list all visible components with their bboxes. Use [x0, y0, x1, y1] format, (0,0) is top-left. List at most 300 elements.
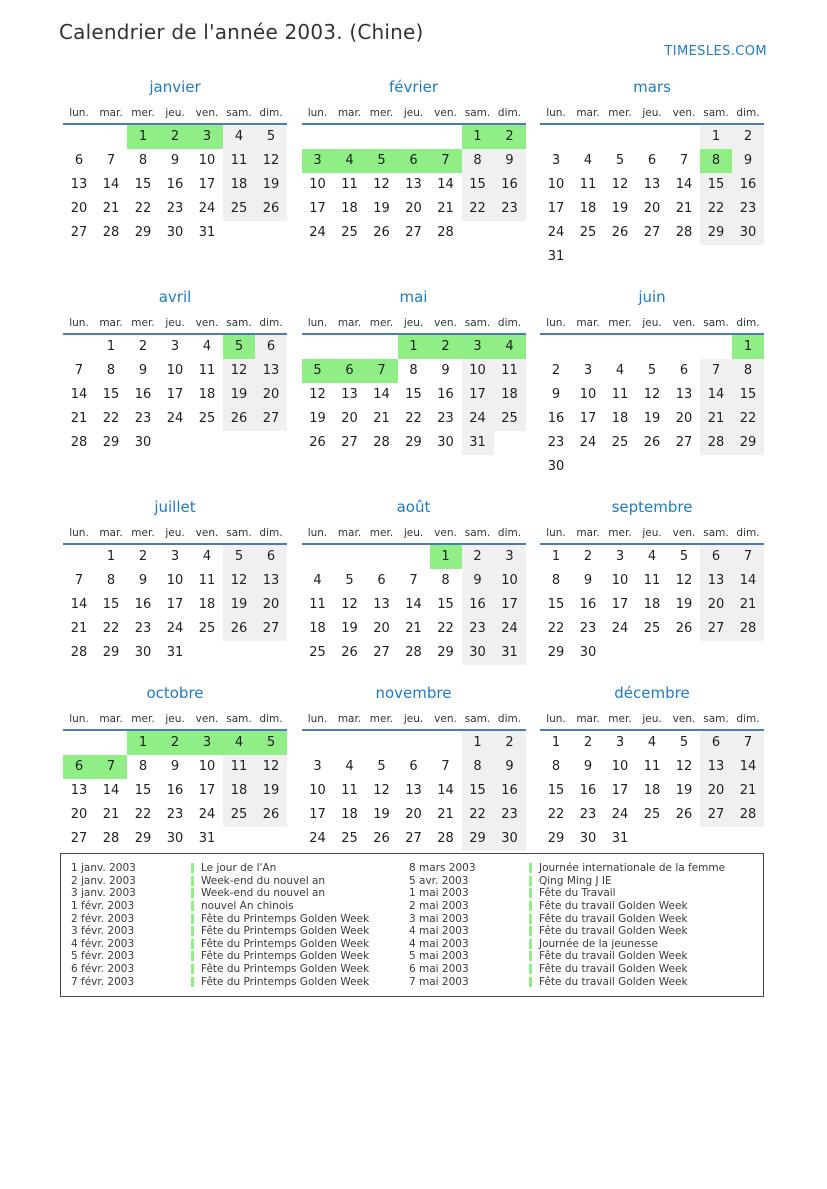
day-cell: 8: [551, 759, 561, 774]
empty-cell: [63, 545, 95, 569]
month-mai: [301, 287, 527, 455]
day-cell: 2: [494, 731, 526, 755]
day-cell: 31: [198, 225, 216, 240]
holiday-marker-icon: [529, 863, 532, 873]
day-cell: 17: [166, 387, 184, 402]
month-octobre: [62, 683, 288, 851]
day-cell: 26: [223, 407, 255, 431]
day-cell: 29: [547, 831, 565, 846]
day-cell: 24: [462, 407, 494, 431]
weekday-label: jeu.: [642, 107, 662, 119]
month-title: octobre: [146, 684, 204, 702]
day-cell: 29: [102, 645, 120, 660]
empty-cell: [63, 731, 95, 755]
weekday-label: mar.: [576, 317, 600, 329]
day-cell: 28: [732, 803, 764, 827]
month-title: janvier: [149, 78, 201, 96]
legend-entry: [409, 887, 747, 900]
day-cell: 9: [170, 153, 180, 168]
site-link[interactable]: TIMESLES.COM: [664, 44, 767, 59]
day-cell: 7: [106, 153, 116, 168]
day-cell: 26: [255, 197, 287, 221]
day-cell: 14: [437, 177, 454, 192]
month-title: juillet: [154, 498, 196, 516]
day-cell: 12: [255, 755, 287, 779]
day-cell: 28: [102, 225, 120, 240]
day-cell: 24: [579, 435, 597, 450]
month-title: août: [396, 498, 431, 516]
day-cell: 14: [373, 387, 390, 402]
weekday-label: jeu.: [403, 713, 424, 725]
day-cell: 3: [302, 149, 334, 173]
legend-entry: [409, 950, 747, 963]
day-cell: 12: [373, 177, 390, 192]
day-cell: 19: [643, 411, 661, 426]
weekday-label: jeu.: [403, 107, 424, 119]
month-juin: [539, 287, 765, 479]
day-cell: 8: [138, 153, 148, 168]
day-cell: 13: [373, 597, 390, 612]
day-cell: 18: [611, 411, 629, 426]
month-grid: [540, 313, 765, 479]
day-cell: 5: [223, 545, 255, 569]
day-cell: 30: [579, 645, 597, 660]
day-cell: 21: [102, 201, 120, 216]
day-cell: 19: [223, 383, 255, 407]
weekday-label: ven.: [672, 107, 696, 119]
weekday-label: sam.: [226, 317, 252, 329]
legend-entry: [409, 875, 747, 888]
empty-cell: [366, 731, 398, 755]
legend-date: 3 janv. 2003: [71, 887, 136, 900]
day-cell: 22: [700, 197, 732, 221]
day-cell: 20: [700, 593, 732, 617]
day-cell: 2: [732, 125, 764, 149]
day-cell: 3: [313, 759, 322, 774]
weekday-label: jeu.: [403, 527, 424, 539]
day-cell: 24: [166, 411, 184, 426]
day-cell: 30: [494, 827, 526, 851]
weekday-label: ven.: [434, 713, 457, 725]
day-cell: 13: [405, 177, 422, 192]
weekday-label: mar.: [576, 527, 600, 539]
weekday-label: dim.: [259, 527, 283, 539]
day-cell: 8: [462, 755, 494, 779]
day-cell: 30: [166, 831, 184, 846]
day-cell: 19: [255, 779, 287, 803]
day-cell: 21: [70, 621, 88, 636]
month-grid: [302, 313, 527, 455]
weekday-label: sam.: [226, 527, 252, 539]
month-grid: [540, 709, 765, 851]
legend-entry: [71, 875, 409, 888]
legend-label: Fête du travail Golden Week: [539, 900, 688, 913]
weekday-label: dim.: [259, 107, 283, 119]
weekday-label: lun.: [69, 713, 89, 725]
day-cell: 11: [223, 755, 255, 779]
day-cell: 20: [700, 779, 732, 803]
empty-cell: [430, 125, 462, 149]
month-grid: [302, 103, 527, 245]
day-cell: 8: [138, 759, 148, 774]
day-cell: 21: [732, 593, 764, 617]
day-cell: 15: [462, 173, 494, 197]
day-cell: 6: [409, 759, 418, 774]
day-cell: 7: [74, 573, 84, 588]
legend-entry: [409, 912, 747, 925]
day-cell: 3: [494, 545, 526, 569]
day-cell: 26: [675, 807, 693, 822]
day-cell: 2: [159, 125, 191, 149]
day-cell: 1: [462, 125, 494, 149]
day-cell: 13: [700, 755, 732, 779]
day-cell: 4: [647, 549, 657, 564]
day-cell: 20: [643, 201, 661, 216]
empty-cell: [398, 545, 430, 569]
weekday-label: mer.: [369, 527, 394, 539]
weekday-label: lun.: [546, 713, 566, 725]
day-cell: 5: [223, 335, 255, 359]
legend-date: 3 févr. 2003: [71, 925, 135, 938]
day-cell: 21: [437, 201, 454, 216]
day-cell: 11: [494, 359, 526, 383]
day-cell: 20: [405, 807, 422, 822]
day-cell: 6: [377, 573, 386, 588]
weekday-label: mer.: [131, 713, 155, 725]
day-cell: 28: [700, 431, 732, 455]
day-cell: 22: [134, 201, 152, 216]
day-cell: 28: [70, 435, 88, 450]
day-cell: 10: [198, 759, 216, 774]
day-cell: 18: [579, 201, 597, 216]
day-cell: 29: [732, 431, 764, 455]
day-cell: 9: [732, 149, 764, 173]
day-cell: 5: [345, 573, 354, 588]
day-cell: 1: [732, 335, 764, 359]
day-cell: 3: [615, 735, 625, 750]
month-title: septembre: [611, 498, 693, 516]
day-cell: 8: [700, 149, 732, 173]
day-cell: 4: [223, 731, 255, 755]
day-cell: 28: [732, 617, 764, 641]
day-cell: 4: [334, 149, 366, 173]
day-cell: 27: [643, 225, 661, 240]
day-cell: 16: [134, 597, 152, 612]
day-cell: 25: [494, 407, 526, 431]
day-cell: 9: [583, 573, 593, 588]
weekday-label: lun.: [307, 713, 328, 725]
legend-entry: [71, 950, 409, 963]
month-janvier: [62, 77, 288, 245]
day-cell: 22: [732, 407, 764, 431]
day-cell: 2: [462, 545, 494, 569]
day-cell: 9: [551, 387, 561, 402]
legend-entry: [71, 963, 409, 976]
legend-entry: [71, 975, 409, 988]
weekday-label: sam.: [703, 527, 729, 539]
day-cell: 23: [166, 201, 184, 216]
weekday-label: ven.: [672, 317, 696, 329]
empty-cell: [604, 125, 636, 149]
day-cell: 29: [134, 831, 152, 846]
day-cell: 11: [223, 149, 255, 173]
day-cell: 7: [409, 573, 418, 588]
day-cell: 19: [341, 621, 358, 636]
empty-cell: [366, 545, 398, 569]
weekday-label: ven.: [672, 527, 696, 539]
day-cell: 11: [198, 363, 216, 378]
day-cell: 12: [373, 783, 390, 798]
day-cell: 10: [198, 153, 216, 168]
day-cell: 31: [166, 645, 184, 660]
day-cell: 13: [675, 387, 693, 402]
legend-label: Week-end du nouvel an: [201, 887, 326, 900]
month-grid: [540, 523, 765, 665]
day-cell: 10: [309, 177, 326, 192]
weekday-label: mer.: [608, 317, 632, 329]
day-cell: 20: [255, 383, 287, 407]
day-cell: 27: [255, 407, 287, 431]
weekday-label: sam.: [464, 107, 491, 119]
day-cell: 2: [583, 549, 593, 564]
empty-cell: [302, 545, 334, 569]
day-cell: 22: [437, 621, 454, 636]
day-cell: 9: [138, 573, 148, 588]
empty-cell: [63, 125, 95, 149]
day-cell: 7: [732, 545, 764, 569]
legend-date: 5 avr. 2003: [409, 874, 469, 887]
day-cell: 30: [547, 459, 565, 474]
month-mars: [539, 77, 765, 269]
day-cell: 28: [70, 645, 88, 660]
day-cell: 8: [106, 363, 116, 378]
empty-cell: [334, 335, 366, 359]
day-cell: 23: [134, 621, 152, 636]
holiday-marker-icon: [529, 901, 532, 911]
legend-entry: [409, 925, 747, 938]
day-cell: 21: [70, 411, 88, 426]
month-title: novembre: [375, 684, 452, 702]
weekday-label: dim.: [736, 713, 760, 725]
day-cell: 2: [138, 549, 148, 564]
weekday-label: lun.: [307, 107, 328, 119]
day-cell: 30: [579, 831, 597, 846]
weekday-label: sam.: [464, 713, 491, 725]
day-cell: 23: [494, 803, 526, 827]
weekday-label: lun.: [69, 317, 89, 329]
weekday-label: dim.: [736, 527, 760, 539]
day-cell: 29: [462, 827, 494, 851]
day-cell: 28: [102, 831, 120, 846]
day-cell: 7: [74, 363, 84, 378]
day-cell: 11: [198, 573, 216, 588]
day-cell: 24: [198, 201, 216, 216]
day-cell: 12: [675, 573, 693, 588]
day-cell: 13: [255, 569, 287, 593]
day-cell: 20: [341, 411, 358, 426]
day-cell: 20: [373, 621, 390, 636]
day-cell: 14: [102, 783, 120, 798]
day-cell: 10: [166, 573, 184, 588]
day-cell: 24: [547, 225, 565, 240]
empty-cell: [366, 125, 398, 149]
day-cell: 3: [170, 339, 180, 354]
day-cell: 21: [102, 807, 120, 822]
day-cell: 27: [70, 225, 88, 240]
day-cell: 20: [405, 201, 422, 216]
day-cell: 3: [462, 335, 494, 359]
day-cell: 31: [198, 831, 216, 846]
day-cell: 3: [583, 363, 593, 378]
month-juillet: [62, 497, 288, 665]
day-cell: 16: [437, 387, 454, 402]
day-cell: 11: [341, 177, 358, 192]
day-cell: 17: [494, 593, 526, 617]
holiday-marker-icon: [529, 951, 532, 961]
day-cell: 4: [345, 759, 354, 774]
day-cell: 24: [309, 831, 326, 846]
month-title: décembre: [614, 684, 690, 702]
day-cell: 15: [462, 779, 494, 803]
weekday-label: sam.: [464, 527, 491, 539]
day-cell: 1: [398, 335, 430, 359]
day-cell: 5: [647, 363, 657, 378]
day-cell: 15: [405, 387, 422, 402]
day-cell: 4: [647, 735, 657, 750]
holiday-marker-icon: [191, 914, 194, 924]
weekday-label: dim.: [736, 317, 760, 329]
month-août: [301, 497, 527, 665]
legend-entry: [409, 938, 747, 951]
day-cell: 26: [611, 225, 629, 240]
holiday-legend: [60, 853, 764, 997]
day-cell: 10: [547, 177, 565, 192]
empty-cell: [700, 335, 732, 359]
holiday-marker-icon: [529, 926, 532, 936]
day-cell: 28: [437, 225, 454, 240]
weekday-label: lun.: [546, 107, 566, 119]
legend-label: Fête du travail Golden Week: [539, 925, 688, 938]
holiday-marker-icon: [191, 876, 194, 886]
weekday-label: dim.: [497, 527, 522, 539]
day-cell: 7: [366, 359, 398, 383]
legend-label: Fête du Printemps Golden Week: [201, 950, 370, 963]
day-cell: 12: [309, 387, 326, 402]
empty-cell: [572, 335, 604, 359]
holiday-marker-icon: [191, 964, 194, 974]
day-cell: 1: [127, 731, 159, 755]
legend-label: Week-end du nouvel an: [201, 874, 326, 887]
day-cell: 29: [102, 435, 120, 450]
empty-cell: [334, 545, 366, 569]
day-cell: 6: [255, 545, 287, 569]
weekday-label: mar.: [337, 107, 362, 119]
legend-label: Qing Ming J IE: [539, 874, 612, 887]
legend-entry: [71, 887, 409, 900]
day-cell: 15: [134, 177, 152, 192]
day-cell: 14: [70, 597, 88, 612]
legend-entry: [409, 900, 747, 913]
day-cell: 15: [437, 597, 454, 612]
legend-entry: [71, 900, 409, 913]
day-cell: 9: [170, 759, 180, 774]
weekday-label: ven.: [195, 713, 219, 725]
day-cell: 5: [615, 153, 625, 168]
month-grid: [63, 523, 288, 665]
day-cell: 11: [309, 597, 326, 612]
day-cell: 23: [166, 807, 184, 822]
weekday-label: dim.: [497, 107, 522, 119]
day-cell: 4: [223, 125, 255, 149]
day-cell: 5: [302, 359, 334, 383]
day-cell: 15: [700, 173, 732, 197]
day-cell: 31: [611, 831, 629, 846]
day-cell: 4: [583, 153, 593, 168]
weekday-label: mar.: [576, 713, 600, 725]
empty-cell: [430, 731, 462, 755]
holiday-marker-icon: [529, 914, 532, 924]
day-cell: 7: [679, 153, 689, 168]
day-cell: 28: [373, 435, 390, 450]
day-cell: 14: [732, 569, 764, 593]
legend-date: 3 mai 2003: [409, 912, 469, 925]
month-décembre: [539, 683, 765, 851]
day-cell: 9: [494, 755, 526, 779]
legend-date: 2 mai 2003: [409, 900, 469, 913]
day-cell: 1: [551, 735, 561, 750]
day-cell: 24: [611, 807, 629, 822]
day-cell: 16: [494, 173, 526, 197]
weekday-label: ven.: [434, 527, 457, 539]
day-cell: 7: [732, 731, 764, 755]
day-cell: 22: [134, 807, 152, 822]
day-cell: 16: [579, 783, 597, 798]
day-cell: 9: [138, 363, 148, 378]
day-cell: 13: [643, 177, 661, 192]
day-cell: 2: [494, 125, 526, 149]
day-cell: 24: [494, 617, 526, 641]
day-cell: 23: [462, 617, 494, 641]
day-cell: 27: [405, 831, 422, 846]
day-cell: 17: [309, 807, 326, 822]
day-cell: 16: [732, 173, 764, 197]
day-cell: 28: [675, 225, 693, 240]
legend-date: 4 mai 2003: [409, 925, 469, 938]
day-cell: 18: [643, 597, 661, 612]
day-cell: 19: [675, 783, 693, 798]
day-cell: 26: [373, 831, 390, 846]
day-cell: 9: [494, 149, 526, 173]
weekday-label: mer.: [131, 527, 155, 539]
day-cell: 26: [373, 225, 390, 240]
day-cell: 24: [166, 621, 184, 636]
day-cell: 26: [255, 803, 287, 827]
weekday-label: ven.: [195, 107, 219, 119]
day-cell: 17: [611, 783, 629, 798]
weekday-label: jeu.: [642, 527, 662, 539]
day-cell: 2: [430, 335, 462, 359]
day-cell: 6: [700, 545, 732, 569]
day-cell: 22: [462, 803, 494, 827]
month-title: juin: [638, 288, 666, 306]
weekday-label: lun.: [546, 317, 566, 329]
day-cell: 16: [494, 779, 526, 803]
weekday-label: sam.: [703, 713, 729, 725]
legend-label: Fête du travail Golden Week: [539, 950, 688, 963]
day-cell: 16: [547, 411, 565, 426]
day-cell: 12: [341, 597, 358, 612]
weekday-label: jeu.: [165, 107, 185, 119]
